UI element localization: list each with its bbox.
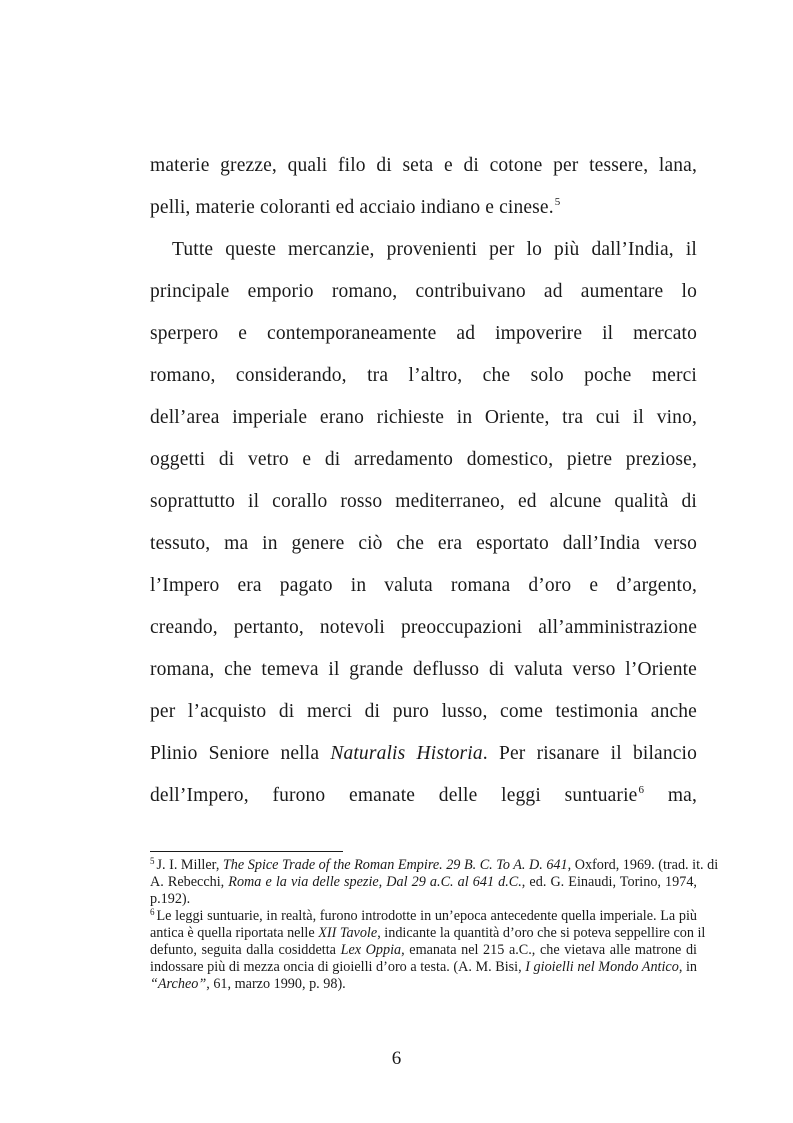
- body-line: principale emporio romano, contribuivano ad aumentare lo: [150, 281, 697, 302]
- footnote-ref[interactable]: 6: [638, 784, 645, 796]
- page-number: 6: [391, 1048, 402, 1069]
- body-line: oggetti di vetro e di arredamento domestico, pietre preziose,: [150, 449, 697, 470]
- body-line: pelli, materie coloranti ed acciaio indiano e cinese.$^5$: [150, 196, 561, 218]
- body-line: tessuto, ma in genere ciò che era esportato dall’India verso: [150, 533, 697, 554]
- document-page: materie grezze, quali filo di seta e di cotone per tessere, lana, pelli, materie coloranti ed acciaio indiano e cinese.$^5$ Tutte queste mercanzie, provenienti per lo più dall’India, il principale emporio romano, contribuivano ad aumentare lo sperpero e contemporaneamente ad impoverire il mercato romano, considerando, tra l’altro, che solo poche merci dell’area imperiale erano richieste in Oriente, tra cui il vino, oggetti di vetro e di arredamento domestico, pietre preziose, soprattutto il corallo rosso mediterraneo, ed alcune qualità di tessuto, ma in genere ciò che era esportato dall’India verso l’Impero era pagato in valuta romana d’oro e d’argento, creando, pertanto, notevoli preoccupazioni all’amministrazione romana, che temeva il grande deflusso di valuta verso l’Oriente per l’acquisto di merci di puro lusso, come testimonia anche Plinio Seniore nella Naturalis Historia. Per risanare il bilancio dell’Impero, furono emanate delle leggi suntuarie$^6$ ma, $^5$ J. I. Miller, The Spice Trade of the Roman Empire. 29 B. C. To A. D. 641, Oxford, 1969. (trad. it. di A. Rebecchi, Roma e la via delle spezie, Dal 29 a.C. al 641 d.C., ed. G. Einaudi, Torino, 1974, p.192). $^6$ Le leggi suntuarie, in realtà, furono introdotte in un’epoca antecedente quella imperiale. La più antica è quella riportata nelle XII Tavole, indicante la quantità d’oro che si poteva seppellire con il defunto, seguita dalla cosiddetta Lex Oppia, emanata nel 215 a.C., che vietava alle matrone di indossare più di mezza oncia di gioielli d’oro a testa. (A. M. Bisi, I gioielli nel Mondo Antico, in “Archeo”, 61, marzo 1990, p. 98). 6: [0, 0, 793, 1123]
- body-line: per l’acquisto di merci di puro lusso, come testimonia anche: [150, 701, 697, 722]
- body-line: sperpero e contemporaneamente ad impoverire il mercato: [150, 323, 697, 344]
- body-line: romano, considerando, tra l’altro, che solo poche merci: [150, 365, 697, 386]
- body-line: dell’Impero, furono emanate delle leggi suntuarie$^6$ ma,: [150, 784, 697, 806]
- body-line: romana, che temeva il grande deflusso di valuta verso l’Oriente: [150, 659, 697, 680]
- footnote-separator: [150, 851, 343, 852]
- footnote-ref[interactable]: 5: [554, 196, 561, 208]
- body-line: dell’area imperiale erano richieste in Oriente, tra cui il vino,: [150, 407, 697, 428]
- body-line: soprattutto il corallo rosso mediterraneo, ed alcune qualità di: [150, 491, 697, 512]
- body-line: Plinio Seniore nella Naturalis Historia. Per risanare il bilancio: [150, 743, 697, 764]
- body-line: l’Impero era pagato in valuta romana d’oro e d’argento,: [150, 575, 697, 596]
- body-line: creando, pertanto, notevoli preoccupazioni all’amministrazione: [150, 617, 697, 638]
- body-line: materie grezze, quali filo di seta e di cotone per tessere, lana,: [150, 155, 697, 176]
- italic-title: Naturalis Historia: [330, 743, 483, 764]
- paragraph-first-line: Tutte queste mercanzie, provenienti per lo più dall’India, il: [172, 239, 697, 260]
